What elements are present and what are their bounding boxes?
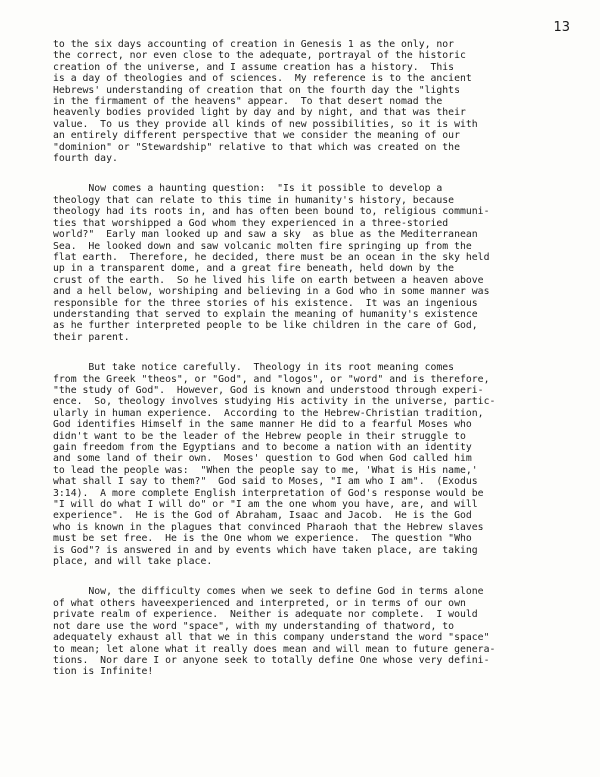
text-line: theology had its roots in, and has often been bound to, religious communi- [53,206,490,218]
text-line: the correct, nor even close to the adequate, portrayal of the historic [53,50,466,62]
paragraph-creation-history [53,39,573,164]
text-line: to mean; let alone what it really does mean and will mean to future genera- [53,643,496,655]
text-line: who is known in the plagues that convinced Pharaoh that the Hebrew slaves [53,521,484,533]
text-line: place, and will take place. [53,556,213,568]
body-text [53,39,573,697]
text-line: Hebrews' understanding of creation that on the fourth day the "lights [53,84,460,96]
text-line: But take notice carefully. Theology in its root meaning comes [53,362,455,374]
text-line: tion is Infinite! [53,666,154,678]
text-line: an entirely different perspective that we consider the meaning of our [53,130,460,142]
text-line: from the Greek "theos", or "God", and "logos", or "word" and is therefore, [53,373,490,385]
text-line: private realm of experience. Neither is adequate nor complete. I would [53,609,478,621]
text-line: "the study of God". However, God is known and understood through experi- [53,384,484,396]
text-line: crust of the earth. So he lived his life on earth between a heaven above [53,274,484,286]
text-line: Now comes a haunting question: "Is it possible to develop a [53,183,443,195]
text-line: adequately exhaust all that we in this company understand the word "space" [53,632,490,644]
text-line: heavenly bodies provided light by day and by night, and that was their [53,107,466,119]
text-line: "I will do what I will do" or "I am the one whom you have, are, and will [53,499,478,511]
paragraph-defining-god [53,586,573,677]
text-line: flat earth. Therefore, he decided, there must be an ocean in the sky held [53,251,490,263]
text-line: Now, the difficulty comes when we seek to define God in terms alone [53,586,484,598]
text-line: didn't want to be the leader of the Hebrew people in their struggle to [53,430,466,442]
text-line: ence. So, theology involves studying His activity in the universe, partic- [53,396,496,408]
text-line: creation of the universe, and I assume creation has a history. This [53,61,455,73]
text-line: world?" Early man looked up and saw a sky as blue as the Mediterranean [53,229,478,241]
text-line: to lead the people was: "When the people say to me, 'What is His name,' [53,464,478,476]
text-line: gain freedom from the Egyptians and to become a nation with an identity [53,442,472,453]
text-line: up in a transparent dome, and a great fire beneath, held down by the [53,263,455,275]
text-line: what shall I say to them?" God said to Moses, "I am who I am". (Exodus [53,476,478,488]
text-line: God identifies Himself in the same manner He did to a fearful Moses who [53,419,472,431]
text-line: not dare use the word "space", with my understanding of thatword, to [53,620,455,632]
text-line: responsible for the three stories of his existence. It was an ingenious [53,297,478,309]
text-line: and some land of their own. Moses' question to God when God called him [53,453,472,465]
text-line: is a day of theologies and of sciences. My reference is to the ancient [53,73,472,85]
text-line: and a hell below, worshiping and believing in a God who in some manner was [53,286,490,298]
text-line: ularly in human experience. According to the Hebrew-Christian tradition, [53,407,484,419]
paragraph-theology-meaning [53,362,573,567]
text-line: fourth day. [53,153,118,165]
text-line: understanding that served to explain the meaning of humanity's existence [53,308,478,320]
text-line: Sea. He looked down and saw volcanic molten fire springing up from the [53,240,472,252]
text-line: ties that worshipped a God whom they experienced in a three-storied [53,217,449,229]
text-line: to the six days accounting of creation in Genesis 1 as the only, nor [53,39,455,50]
text-line: is God"? is answered in and by events which have taken place, are taking [53,544,478,556]
text-line: "dominion" or "Stewardship" relative to that which was created on the [53,141,460,153]
page-number: 13 [553,20,570,35]
paragraph-haunting-question [53,183,573,343]
text-line: experience". He is the God of Abraham, Isaac and Jacob. He is the God [53,510,472,522]
text-line: their parent. [53,331,130,343]
text-line: value. To us they provide all kinds of new possibilities, so it is with [53,118,478,130]
text-line: of what others haveexperienced and interpreted, or in terms of our own [53,597,466,609]
text-line: tions. Nor dare I or anyone seek to totally define One whose very defini- [53,654,490,666]
text-line: as he further interpreted people to be like children in the care of God, [53,320,478,332]
text-line: 3:14). A more complete English interpretation of God's response would be [53,487,484,499]
text-line: must be set free. He is the One whom we experience. The question "Who [53,533,472,545]
text-line: in the firmament of the heavens" appear. To that desert nomad the [53,96,443,108]
text-line: theology that can relate to this time in humanity's history, because [53,194,455,206]
